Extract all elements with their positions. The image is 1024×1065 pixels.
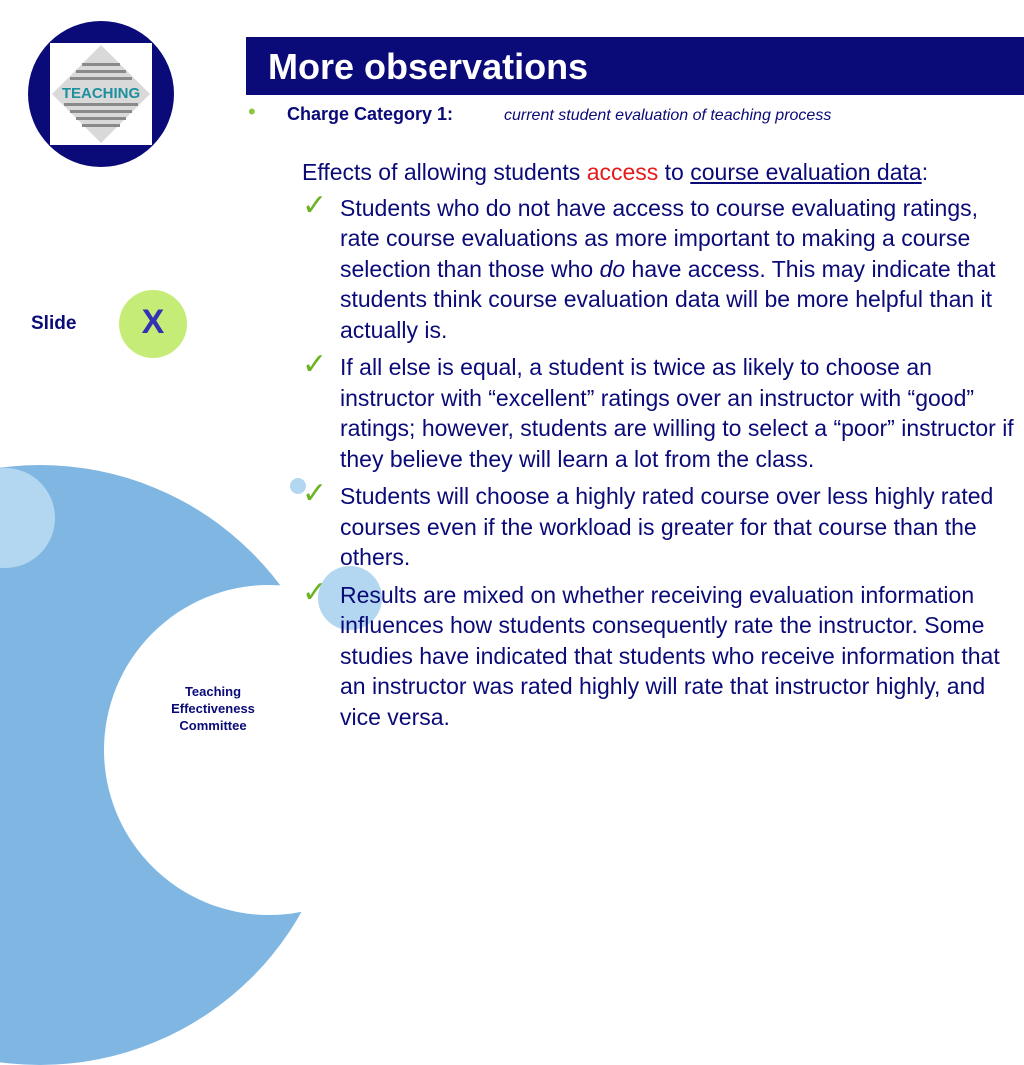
item-text: Results are mixed on whether receiving evaluation information influences how students consequently rate the instructor. Some studies have indicated that students who receive information that an instructor was rated highly will rate that instructor highly, and vice versa. xyxy=(340,581,1000,730)
logo-word: TEACHING xyxy=(61,85,141,102)
committee-name xyxy=(153,683,273,734)
item-emphasis: do xyxy=(599,255,626,282)
intro-text: : xyxy=(921,159,929,185)
committee-line: Effectiveness xyxy=(171,701,255,716)
page-title: More observations xyxy=(268,46,589,87)
intro-text: to xyxy=(658,159,691,185)
list-item xyxy=(302,575,1016,733)
list-item xyxy=(302,348,1016,474)
bullet-icon: • xyxy=(248,99,256,124)
list-item xyxy=(302,188,1016,346)
checkmark-icon: ✓ xyxy=(302,188,328,222)
observation-list xyxy=(302,188,1016,733)
item-text: Students who do not have access to course evaluating ratings, rate course evaluations as more important to making a course selection than those who xyxy=(340,194,979,282)
slide-number: X xyxy=(141,303,165,341)
item-text: Students will choose a highly rated course over less highly rated courses even if the workload is greater for that course than the others. xyxy=(340,483,994,570)
logo-teaching-image xyxy=(50,43,152,145)
slide-label: Slide xyxy=(31,313,77,334)
title-bar xyxy=(246,37,1024,95)
checkmark-icon: ✓ xyxy=(302,477,328,510)
slide-number-badge xyxy=(119,290,187,358)
charge-description: current student evaluation of teaching process xyxy=(504,107,832,124)
charge-label: Charge Category 1: xyxy=(287,104,454,124)
item-text: If all else is equal, a student is twice as likely to choose an instructor with “excellent” ratings over an instructor with “good” ratings; however, students are willing to select a “poor” instructor if they believe they will learn a lot from the class. xyxy=(340,354,1014,472)
list-item xyxy=(302,477,1016,573)
intro-link: course evaluation data xyxy=(690,159,922,185)
intro-highlight: access xyxy=(586,159,659,185)
content-intro xyxy=(302,157,1016,188)
intro-text: Effects of allowing students xyxy=(302,159,587,185)
committee-line: Committee xyxy=(179,718,247,733)
committee-line: Teaching xyxy=(184,684,242,699)
item-text: have access. This may indicate that students think course evaluation data will be more helpful than it actually is. xyxy=(340,255,996,343)
checkmark-icon: ✓ xyxy=(302,348,328,381)
checkmark-icon: ✓ xyxy=(302,575,328,609)
main-content xyxy=(302,157,1016,732)
